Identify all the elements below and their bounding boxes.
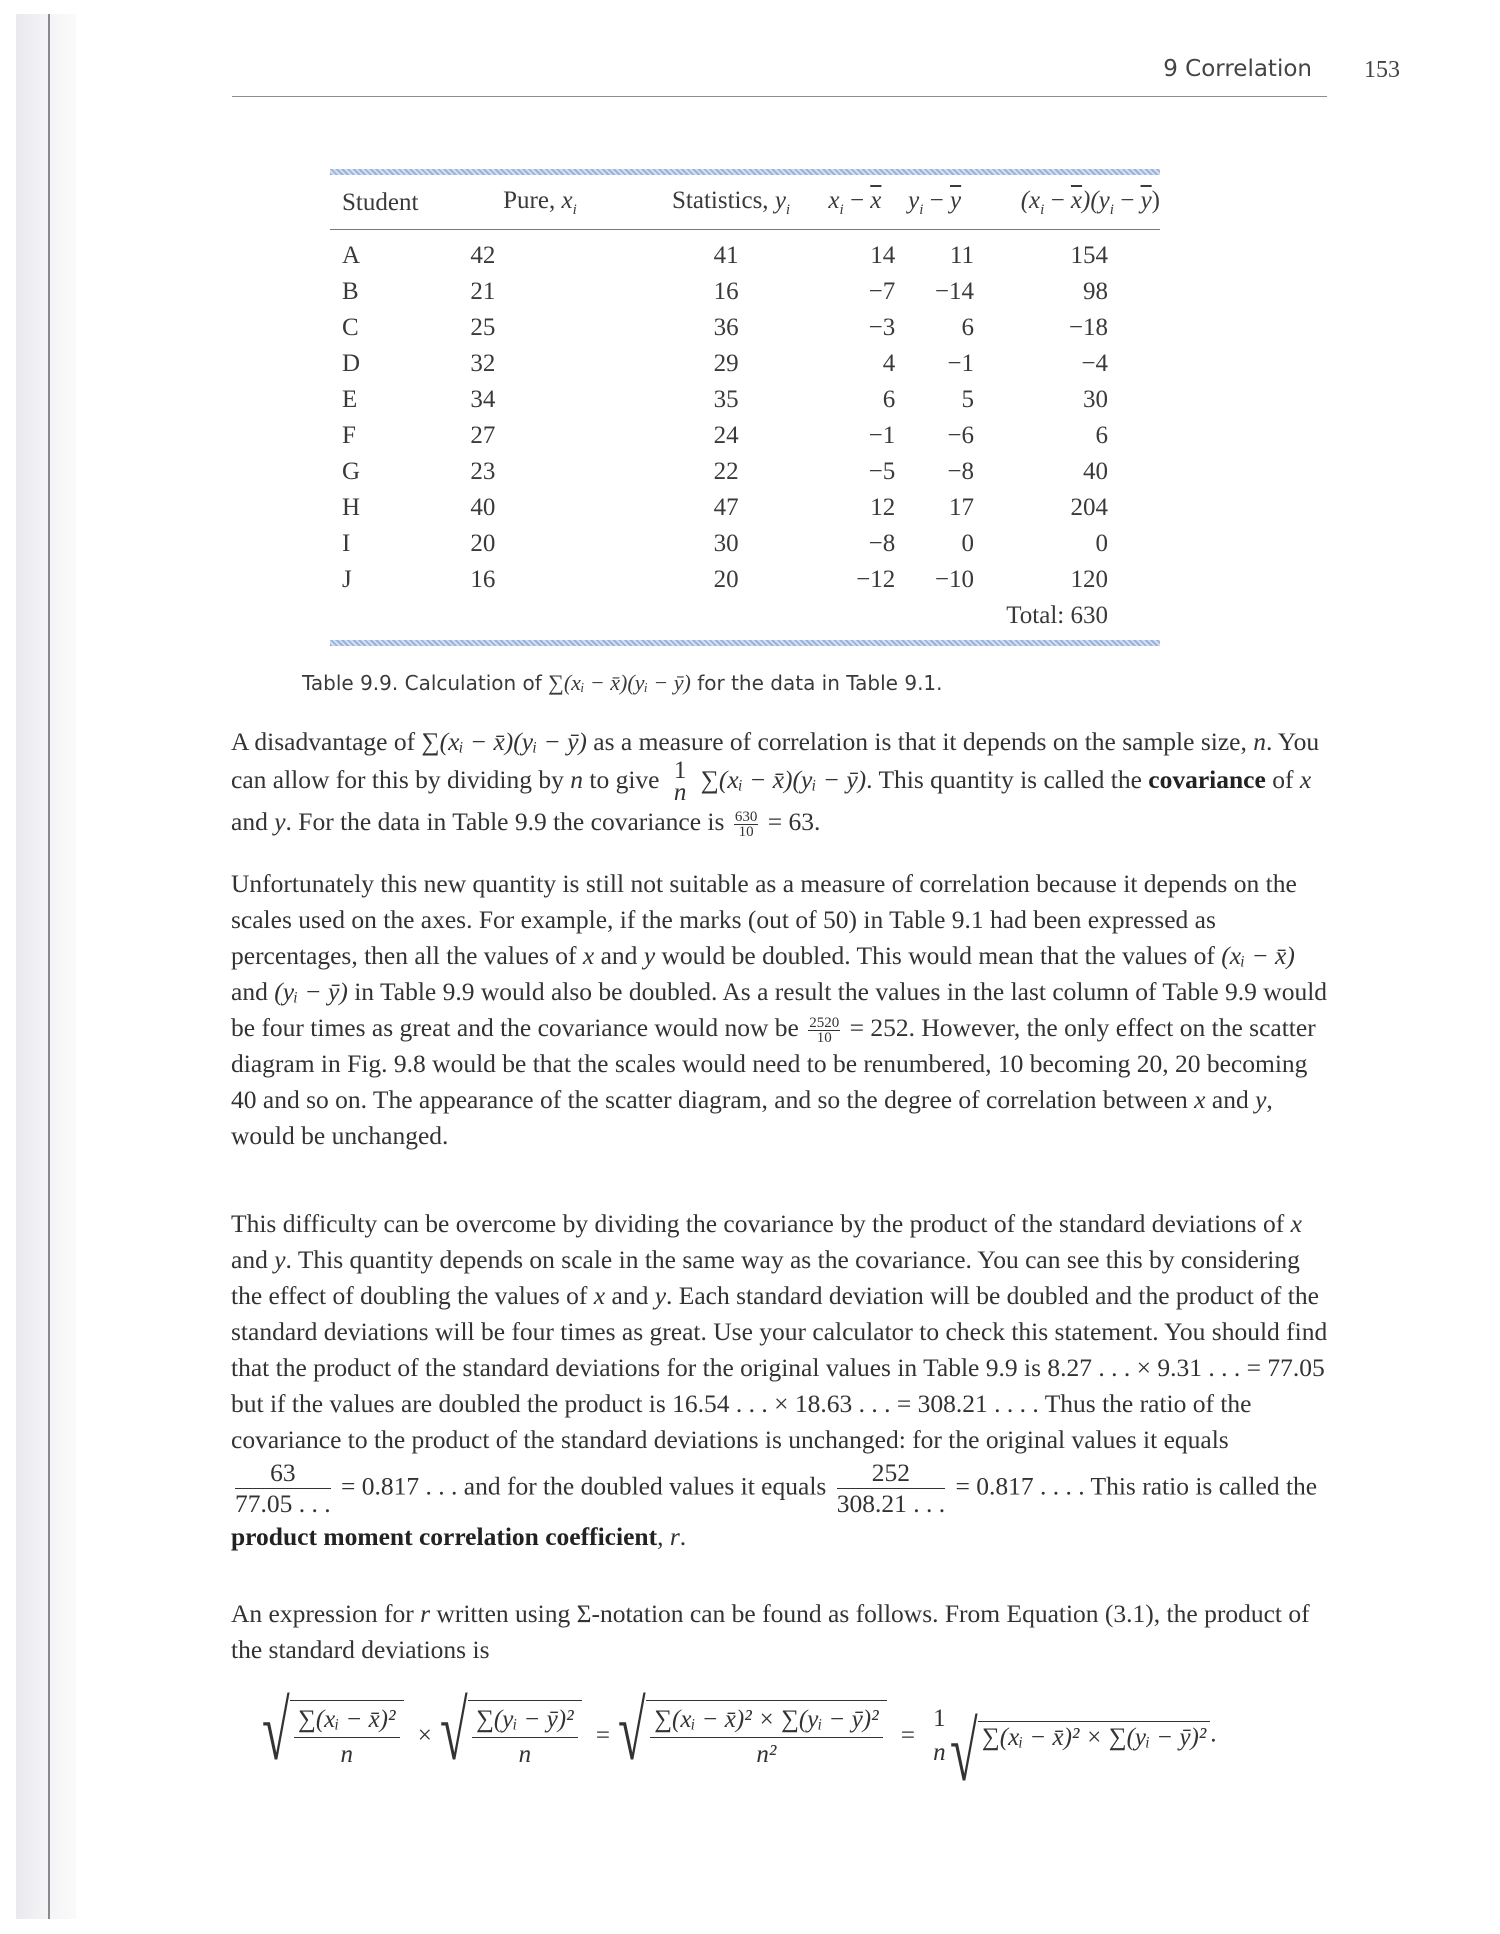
- header-rule: [232, 96, 1327, 97]
- term-covariance: covariance: [1148, 764, 1266, 794]
- fraction-252-over-308: $\frac{252}{308.21 . . .}$: [836, 1458, 946, 1518]
- fraction-one-over-n-eq: 1 n: [933, 1705, 946, 1766]
- fraction-63-over-77: $\frac{63}{77.05 . . .}$: [235, 1458, 331, 1518]
- paragraph-covariance: A disadvantage of ∑(xᵢ − x̄)(yᵢ − ȳ) as a measure of correlation is that it depends on the sample size, n. You can allow for this by dividing by n to give 1 n ∑(xᵢ − x̄)(yᵢ − ȳ). This quantity is called the covariance of x and y. For the data in Table 9.9 the covariance is $\frac{630}{10}$ = 63.: [231, 727, 1320, 840]
- table-row: E 34 35 6 5 30: [342, 386, 1108, 413]
- sqrt-term-1: √ $\frac{\text{∑(xᵢ − x̄)²}}{n}$: [268, 1700, 404, 1772]
- col-student: Student: [330, 175, 432, 230]
- chapter-title: 9 Correlation: [1163, 56, 1312, 82]
- term-pmcc: product moment correlation coefficient: [231, 1522, 658, 1551]
- fraction-630-over-10: $\frac{630}{10}$: [734, 808, 758, 840]
- sqrt-term-2: √ $\frac{\text{∑(yᵢ − ȳ)²}}{n}$: [446, 1700, 582, 1772]
- table-row: G 23 22 −5 −8 40: [342, 458, 1108, 485]
- display-equation: √ $\frac{\text{∑(xᵢ − x̄)²}}{n}$ × √ $\frac{\text{∑(yᵢ − ȳ)²}}{n}$ = √ $\frac{\text{∑(xᵢ − x̄)² × ∑(yᵢ − ȳ)²}}{\text{n²}}$ = 1 n √ ∑(xᵢ − x̄)² × ∑(yᵢ − ȳ)² .: [268, 1700, 1217, 1772]
- table-bottom-border: [330, 640, 1160, 646]
- table-row: I 20 30 −8 0 0: [342, 530, 1108, 557]
- col-y-deviation: $y_i - \overline{y}$: [895, 175, 974, 230]
- col-pure: Pure, $x_i$: [432, 175, 647, 230]
- table-row: J 16 20 −12 −10 120: [342, 566, 1108, 593]
- table-row: D 32 29 4 −1 −4: [342, 350, 1108, 377]
- col-x-deviation: $x_i - \overline{x}$: [815, 175, 896, 230]
- total-row: [330, 598, 1160, 634]
- table-caption: Table 9.9. Calculation of ∑(xᵢ − x̄)(yᵢ − ȳ) for the data in Table 9.1.: [302, 670, 943, 695]
- running-head: [1100, 52, 1400, 92]
- paragraph-scale-dependence: Unfortunately this new quantity is still not suitable as a measure of correlation because it depends on the scales used on the axes. For example, if the marks (out of 50) in Table 9.1 had been expressed as percentages, then all the values of x and y would be doubled. This would mean that the values of (xᵢ − x̄) and (yᵢ − ȳ) in Table 9.9 would also be doubled. As a result the values in the last column of Table 9.9 would be four times as great and the covariance would now be $\frac{2520}{10}$ = 252. However, the only effect on the scatter diagram in Fig. 9.8 would be that the scales would need to be renumbered, 10 becoming 20, 20 becoming 40 and so on. The appearance of the scatter diagram, and so the degree of correlation between x and y, would be unchanged.: [231, 869, 1328, 1150]
- sqrt-term-4: √ ∑(xᵢ − x̄)² × ∑(yᵢ − ȳ)²: [956, 1721, 1210, 1752]
- table-row: A 42 41 14 11 154: [342, 242, 1108, 269]
- table-row: C 25 36 −3 6 −18: [342, 314, 1108, 341]
- table-9-9: [330, 169, 1160, 646]
- paragraph-sigma-expression: An expression for r written using Σ-notation can be found as follows. From Equation (3.1), the product of the standard deviations is: [231, 1599, 1310, 1664]
- page-number: 153: [1364, 57, 1400, 83]
- data-table: [330, 175, 1160, 640]
- fraction-2520-over-10: $\frac{2520}{10}$: [809, 1014, 840, 1046]
- total-value: Total: 630: [1006, 602, 1108, 629]
- table-row: H 40 47 12 17 204: [342, 494, 1108, 521]
- page-binding-shadow: [16, 14, 76, 1919]
- col-statistics: Statistics, $y_i$: [648, 175, 815, 230]
- table-row: F 27 24 −1 −6 6: [342, 422, 1108, 449]
- col-product: $(x_i - \overline{x})(y_i - \overline{y})$: [974, 175, 1160, 230]
- fraction-one-over-n: 1 n: [673, 757, 687, 806]
- sqrt-term-3: √ $\frac{\text{∑(xᵢ − x̄)² × ∑(yᵢ − ȳ)²}}{\text{n²}}$: [624, 1700, 886, 1772]
- table-row: B 21 16 −7 −14 98: [342, 278, 1108, 305]
- table-header-row: [330, 175, 1160, 230]
- paragraph-standard-deviations: This difficulty can be overcome by dividing the covariance by the product of the standard deviations of x and y. This quantity depends on scale in the same way as the covariance. You can see this by considering the effect of doubling the values of x and y. Each standard deviation will be doubled and the product of the standard deviations will be four times as great. Use your calculator to check this statement. You should find that the product of the standard deviations for the original values in Table 9.9 is 8.27 . . . × 9.31 . . . = 77.05 but if the values are doubled the product is 16.54 . . . × 18.63 . . . = 308.21 . . . . Thus the ratio of the covariance to the product of the standard deviations is unchanged: for the original values it equals $\frac{63}{77.05 . . .}$ = 0.817 . . . and for the doubled values it equals $\frac{252}{308.21 . . .}$ = 0.817 . . . . This ratio is called the product moment correlation coefficient, r.: [231, 1209, 1328, 1551]
- page-binding-line: [48, 14, 50, 1919]
